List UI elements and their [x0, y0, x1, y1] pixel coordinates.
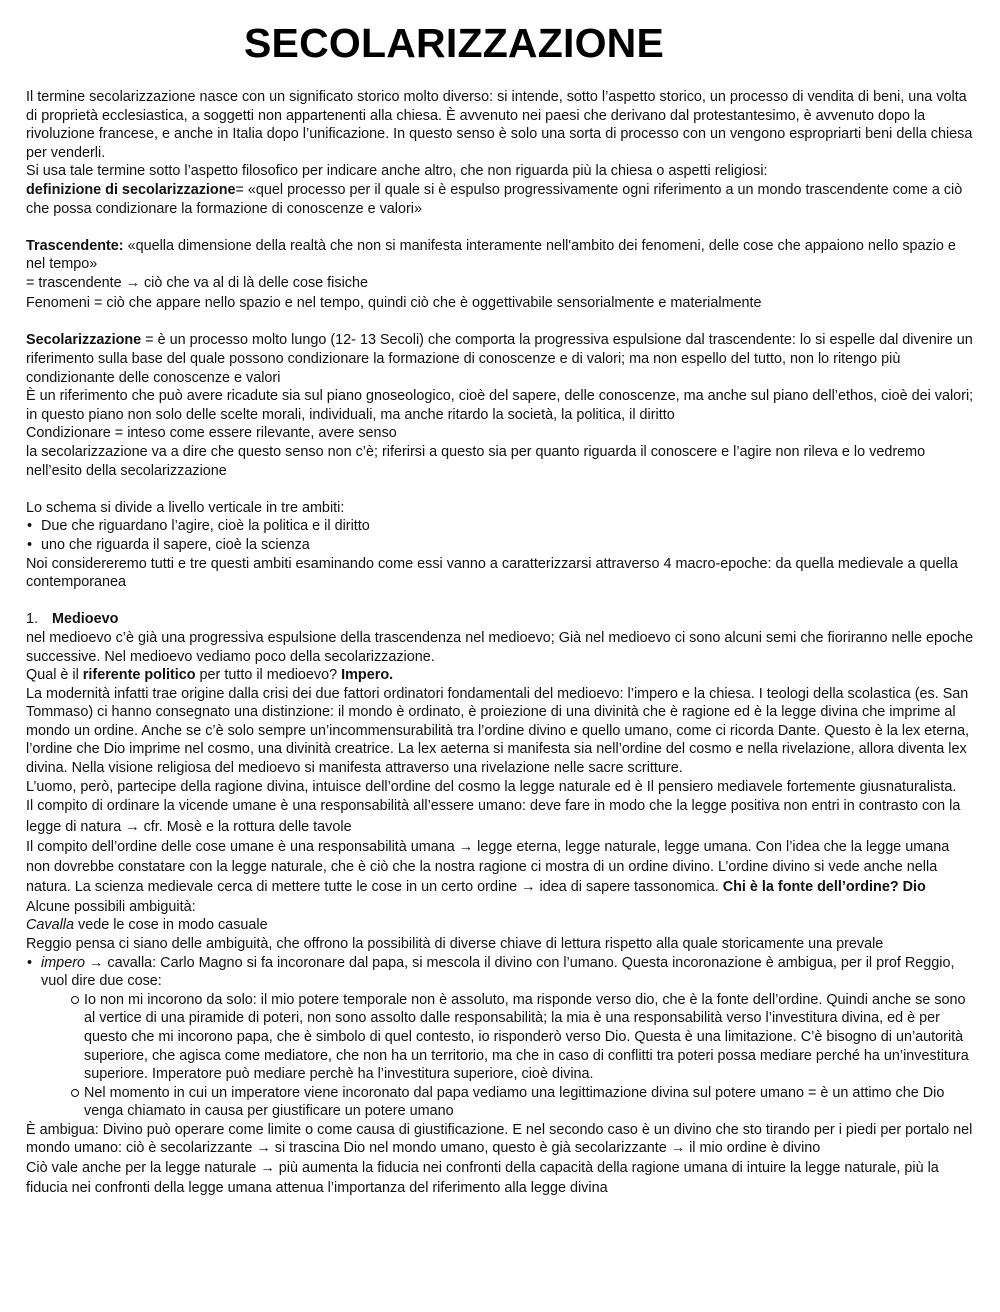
definition-term: definizione di secolarizzazione	[26, 181, 236, 198]
modernita-paragraph: La modernità infatti trae origine dalla crisi dei due fattori ordinatori fondamentali del medioevo: l’impero e la chiesa. I teologi della scolastica (es. San Tommaso) ci hanno consegnato una distinzione: il mondo è ordinato, è proiezione di una divinità che è ragione ed è la legge divina che imprime al mondo un ordine. Anche se c’è solo sempre un’incommensurabilità tra l’ordine divino e quello umano, come ci ricorda Dante. Questo è la lex eterna, l’ordine che Dio imprime nel cosmo, una divinità creatrice. La lex aeterna si manifesta sia nell’ordine del cosmo e nella rivelazione, allora diventa lex divina. Nella visione religiosa del medioevo si manifesta attraverso una rivelazione nelle sacre scritture.	[26, 685, 970, 777]
ambiguita-intro: Alcune possibili ambiguità:	[26, 898, 196, 915]
impero-text: → cavalla: Carlo Magno si fa incoronare dal papa, si mescola il divino con l’umano. Questa incoronazione è ambigua, per il prof Reggio, vuol dire due cose:	[41, 954, 955, 990]
condizionare-definition: Condizionare = inteso come essere rilevante, avere senso	[26, 425, 397, 442]
list-item: Nel momento in cui un imperatore viene incoronato dal papa vediamo una legittimazione divina sul potere umano = è un attimo che Dio venga chiamato in causa per giustificare un potere umano	[69, 1084, 976, 1121]
definition-text: = «quel processo per il quale si è espulso progressivamente ogni riferimento a un mondo trascendente come a ciò che possa condizionare la formazione di conoscenze e valori»	[26, 181, 963, 217]
fenomeni-definition: Fenomeni = ciò che appare nello spazio e nel tempo, quindi ciò che è oggettivabile sensorialmente e materialmente	[26, 294, 762, 311]
trascendente-definition	[26, 237, 976, 274]
secolarizzazione-text: = è un processo molto lungo (12- 13 Secoli) che comporta la progressiva espulsione dal trascendente: lo si espelle dal divenire un riferimento sulla base del quale possono condizionare la formazione di conoscenze e di valori; ma non espello del tutto, non lo ritengo più condizionante delle conoscenze e valori	[26, 332, 973, 386]
page-title: SECOLARIZZAZIONE	[244, 20, 665, 66]
medioevo-section	[26, 610, 976, 1198]
riferente-politico-question	[26, 666, 976, 685]
document	[26, 18, 976, 1199]
impero-sublist	[26, 991, 976, 1121]
cavalla-text: vede le cose in modo casuale	[74, 917, 268, 934]
intro-philosophical: Si usa tale termine sotto l’aspetto filosofico per indicare anche altro, che non riguarda più la chiesa o aspetti religiosi:	[26, 163, 768, 180]
secolarizzazione-term: Secolarizzazione	[26, 332, 142, 349]
trascendente-equals: = trascendente → ciò che va al di là delle cose fisiche	[26, 274, 368, 291]
secolarizzazione-section	[26, 331, 976, 480]
schema-section	[26, 499, 976, 592]
impero-name: impero	[41, 954, 85, 971]
list-item	[26, 954, 976, 991]
intro-paragraph: Il termine secolarizzazione nasce con un significato storico molto diverso: si intende, sotto l’aspetto storico, un processo di vendita di beni, una volta di proprietà ecclesiastica, a soggetti non appartenenti alla chiesa. È avvenuto nei paesi che derivano dal protestantesimo, è avvenuto dopo la rivoluzione francese, e anche in Italia dopo l’unificazione. In questo senso è solo una sorta di processo con un vengono espropriarti beni della chiesa per venderli.	[26, 89, 973, 161]
secolarizzazione-riferimento: È un riferimento che può avere ricadute sia sul piano gnoseologico, cioè del sapere, delle conoscenze, ma anche sul piano dell’ethos, cioè dei valori; in questo piano non solo delle scelte morali, individuali, ma anche ritardo la società, la politica, il diritto	[26, 388, 974, 423]
cavalla-paragraph	[26, 916, 976, 935]
legge-naturale-paragraph: Ciò vale anche per la legge naturale → più aumenta la fiducia nei confronti della capacità della ragione umana di intuire la legge naturale, più la fiducia nei confronti della legge umana attenua l’importanza del riferimento alla legge divina	[26, 1160, 939, 1197]
uomo-paragraph: L’uomo, però, partecipe della ragione divina, intuisce dell’ordine del cosmo la legge naturale ed è Il pensiero mediavele fortemente giusnaturalista.	[26, 778, 957, 795]
medioevo-heading	[26, 610, 976, 629]
schema-intro: Lo schema si divide a livello verticale in tre ambiti:	[26, 499, 345, 516]
question-bold: riferente politico	[82, 667, 196, 684]
list-item: • uno che riguarda il sapere, cioè la scienza	[26, 536, 976, 555]
impero-list	[26, 954, 976, 991]
trascendente-text: «quella dimensione della realtà che non si manifesta interamente nell'ambito dei fenomeni, delle cose che appaiono nello spazio e nel tempo»	[26, 237, 956, 273]
section-title: Medioevo	[52, 611, 119, 628]
question-prefix: Qual è il	[26, 667, 83, 684]
schema-macro-epoche: Noi considereremo tutti e tre questi ambiti esaminando come essi vanno a caratterizzarsi attraverso 4 macro-epoche: da quella medievale a quella contemporanea	[26, 555, 958, 591]
cavalla-name: Cavalla	[26, 917, 74, 934]
section-number: 1.	[26, 611, 39, 628]
question-middle: per tutto il medioevo?	[195, 667, 342, 684]
list-item: Io non mi incorono da solo: il mio potere temporale non è assoluto, ma risponde verso dio, che è la fonte dell’ordine. Quindi anche se sono al vertice di una piramide di poteri, non sono assolto dalle responsabilità; la mia è una responsabilità verso l’investitura divina, ed è per questo che mi incorono papa, che è simbolo di quel contesto, io risponderò verso Dio. Questa è una limitazione. C’è bisogno di un’autorità superiore, che agisca come mediatore, che non ha un territorio, ma che in caso di conflitti tra poteri possa mediare perché ha un’investitura superiore. Imperatore può mediare perchè ha l’investitura superiore, cioè divina.	[69, 991, 976, 1084]
compito-paragraph: Il compito di ordinare la vicende umane è una responsabilità all’essere umano: deve fare in modo che la legge positiva non entri in contrasto con la legge di natura → cfr. Mosè e la rottura delle tavole	[26, 798, 961, 835]
ambigua-paragraph: È ambigua: Divino può operare come limite o come causa di giustificazione. E nel secondo caso è un divino che sto tirando per i piedi per portalo nel mondo umano: ciò è secolarizzante → si trascina Dio nel mondo umano, questo è già secolarizzante → il mio ordine è divino	[26, 1121, 973, 1157]
ordine-text: Il compito dell’ordine delle cose umane è una responsabilità umana → legge eterna, legge naturale, legge umana. Con l’idea che la legge umana non dovrebbe constatare con la legge naturale, che è ciò che la nostra ragione ci mostra di un ordine divino. L’ordine divino si vede anche nella natura. La scienza medievale cerca di mettere tutte le cose in un certo ordine → idea di sapere tassonomica.	[26, 838, 950, 896]
secolarizzazione-senso: la secolarizzazione va a dire che questo senso non c’è; riferirsi a questo sia per quanto riguarda il conoscere e l’agire non rileva e lo vedremo nell’esito della secolarizzazione	[26, 443, 926, 479]
definition-paragraph	[26, 181, 976, 218]
secolarizzazione-definition	[26, 331, 976, 387]
reggio-paragraph: Reggio pensa ci siano delle ambiguità, che offrono la possibilità di diverse chiave di lettura rispetto alla quale storicamente una prevale	[26, 935, 884, 952]
medioevo-intro: nel medioevo c’è già una progressiva espulsione della trascendenza nel medioevo; Già nel medioevo ci sono alcuni semi che fioriranno nelle epoche successive. Nel medioevo vediamo poco della secolarizzazione.	[26, 629, 974, 665]
list-item: • Due che riguardano l’agire, cioè la politica e il diritto	[26, 517, 976, 536]
ordine-question: Chi è la fonte dell’ordine? Dio	[722, 879, 926, 896]
trascendente-term: Trascendente:	[26, 237, 124, 254]
ordine-paragraph	[26, 837, 976, 898]
intro-section	[26, 88, 976, 218]
trascendente-section	[26, 237, 976, 313]
question-answer: Impero.	[341, 667, 394, 684]
schema-list	[26, 517, 976, 554]
